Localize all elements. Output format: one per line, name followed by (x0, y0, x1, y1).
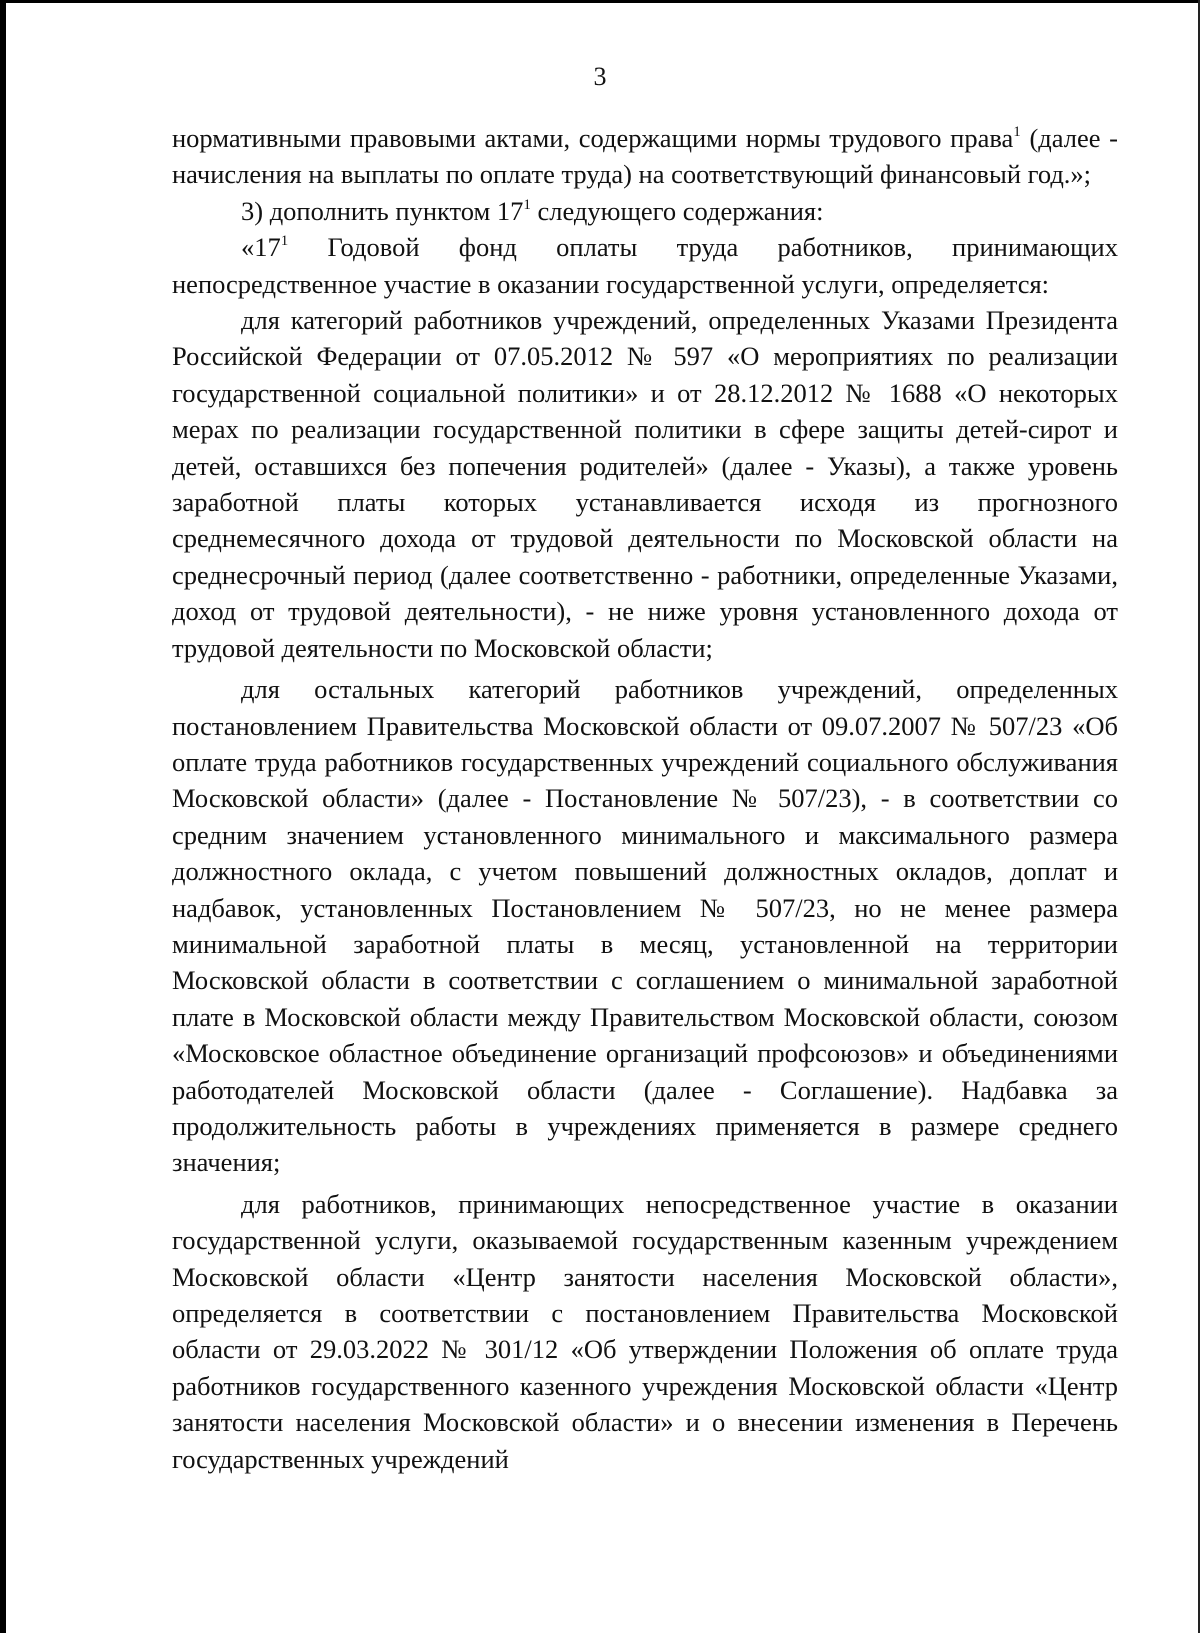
superscript-mark: 1 (523, 196, 531, 213)
paragraph-5: для остальных категорий работников учреждений, определенных постановлением Правительства Московской области от 09.07.2007 № 507/23 «Об оплате труда работников государственных учреждений социального обслуживания Московской области» (далее - Постановление № 507/23), - в соответствии со средним значением установленного минимального и максимального размера должностного оклада, с учетом повышений должностных окладов, доплат и надбавок, установленных Постановлением № 507/23, но не менее размера минимальной заработной платы в месяц, установленной на территории Московской области в соответствии с соглашением о минимальной заработной плате в Московской области между Правительством Московской области, союзом «Московское областное объединение организаций профсоюзов» и объединениями работодателей Московской области (далее - Соглашение). Надбавка за продолжительность работы в учреждениях применяется в размере среднего значения; (172, 674, 1118, 1178)
document-body (172, 120, 1118, 1477)
paragraph-2-text-b: следующего содержания: (530, 195, 824, 226)
paragraph-2 (172, 193, 1118, 229)
scan-edge-top (0, 0, 1200, 3)
paragraph-3-text-b: Годовой фонд оплаты труда работников, принимающих непосредственное участие в оказании государственной услуги, определяется: (172, 232, 1118, 299)
scan-edge-left (0, 0, 6, 1633)
paragraph-3-text-a: «17 (241, 232, 281, 263)
paragraph-1-text-a: нормативными правовыми актами, содержащими нормы трудового права (172, 123, 1014, 153)
paragraph-4: для категорий работников учреждений, определенных Указами Президента Российской Федерации от 07.05.2012 № 597 «О мероприятиях по реализации государственной социальной политики» и от 28.12.2012 № 1688 «О некоторых мерах по реализации государственной политики в сфере защиты детей-сирот и детей, оставшихся без попечения родителей» (далее - Указы), а также уровень заработной платы которых устанавливается исходя из прогнозного среднемесячного дохода от трудовой деятельности по Московской области на среднесрочный период (далее соответственно - работники, определенные Указами, доход от трудовой деятельности), - не ниже уровня установленного дохода от трудовой деятельности по Московской области; (172, 305, 1118, 663)
paragraph-1 (172, 120, 1118, 193)
paragraph-2-text-a: 3) дополнить пунктом 17 (241, 195, 524, 226)
paragraph-3 (172, 229, 1118, 302)
page-number: 3 (593, 62, 607, 91)
paragraph-1-text-b: (далее - начисления на выплаты по оплате труда) на соответствующий финансовый год.»; (172, 123, 1118, 190)
footnote-mark: 1 (1013, 124, 1021, 140)
paragraph-6: для работников, принимающих непосредственное участие в оказании государственной услуги, оказываемой государственным казенным учреждением Московской области «Центр занятости населения Московской области», определяется в соответствии с постановлением Правительства Московской области от 29.03.2022 № 301/12 «Об утверждении Положения об оплате труда работников государственного казенного учреждения Московской области «Центр занятости населения Московской области» и о внесении изменения в Перечень государственных учреждений (172, 1188, 1118, 1474)
superscript-mark: 1 (280, 233, 289, 250)
